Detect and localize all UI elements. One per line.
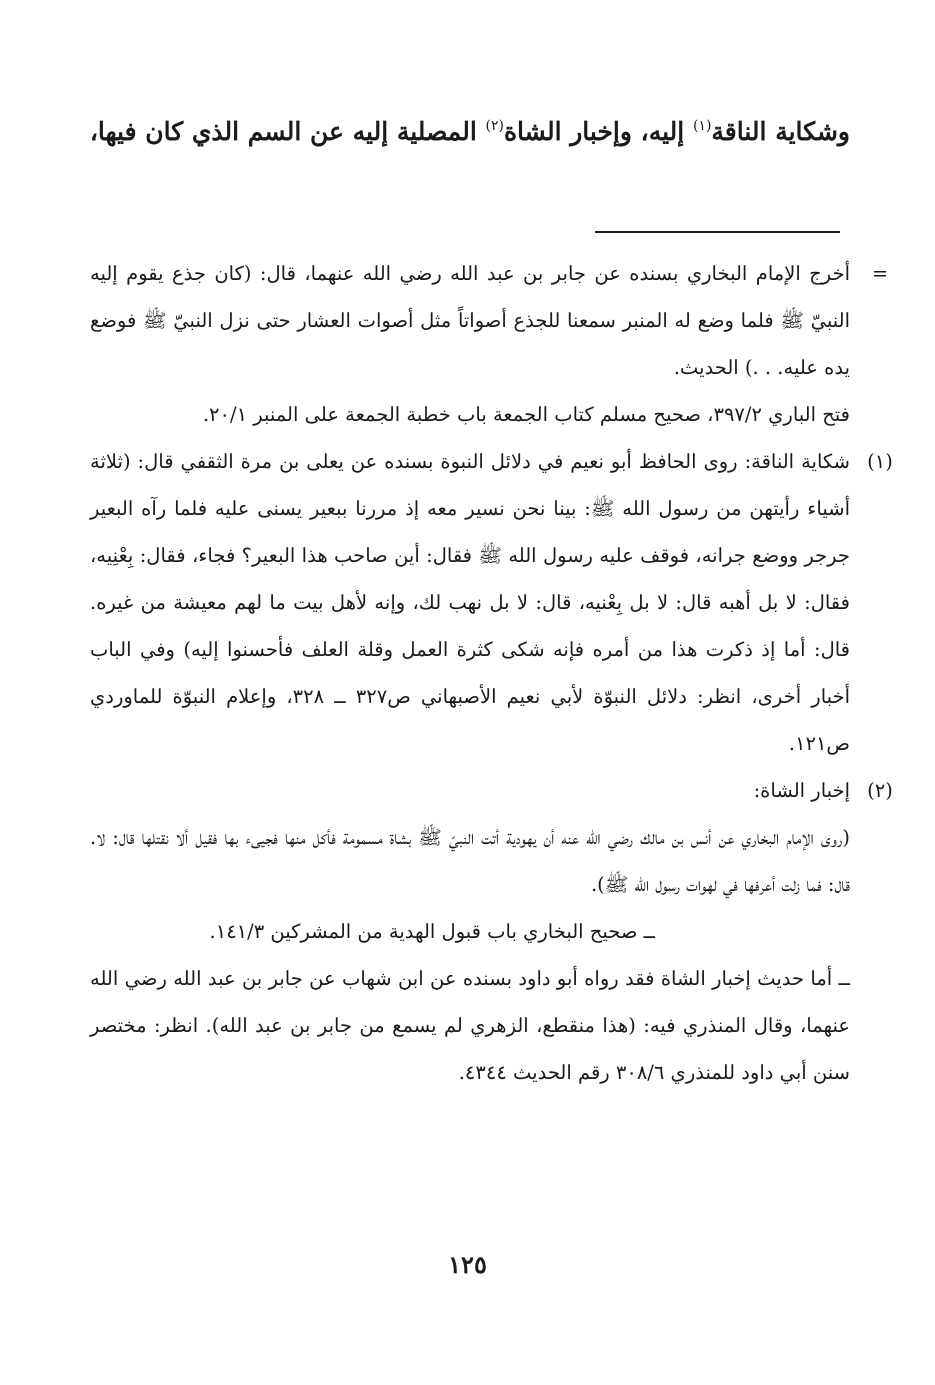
footnote-2-reference-text: ــ صحيح البخاري باب قبول الهدية من المشركين ١٤١/٣. [209,920,655,943]
footnote-ref-2: (٢) [485,118,504,134]
continuation-text: أخرج الإمام البخاري بسنده عن جابر بن عبد الله رضي الله عنهما، قال: (كان جذع يقوم إليه النبيّ ﷺ فلما وضع له المنبر سمعنا للجذع أصواتاً مثل أصوات العشار حتى نزل النبيّ ﷺ فوضع يده عليه. . .) الحديث. [90,262,850,379]
footnote-separator [595,231,840,233]
footnote-2-quote [90,814,850,908]
footnote-2 [90,767,893,814]
continuation-reference-text: فتح الباري ٣٩٧/٢، صحيح مسلم كتاب الجمعة باب خطبة الجمعة على المنبر ٢٠/١. [202,403,850,426]
footnote-1-marker: (١) [867,450,893,473]
footnote-2-reference [90,908,850,955]
footnote-2-comment-text: ــ أما حديث إخبار الشاة فقد رواه أبو داود بسنده عن ابن شهاب عن جابر بن عبد الله رضي الله عنهما، وقال المنذري فيه: (هذا منقطع، الزهري لم يسمع من جابر بن عبد الله). انظر: مختصر سنن أبي داود للمنذري ٣٠٨/٦ رقم الحديث ٤٣٤٤. [90,967,850,1084]
footnote-2-text: (روى الإمام البخاري عن أنس بن مالك رضي الله عنه أن يهودية أتت النبيّ ﷺ بشاة مسمومة فأكل منها فجيىء بها فقيل ألا نقتلها قال: لا. قال: فما زلت أعرفها في لهوات رسول الله ﷺ). [90,826,850,896]
footnote-ref-1: (١) [692,118,712,134]
footnote-1-text: شكاية الناقة: روى الحافظ أبو نعيم في دلائل النبوة بسنده عن يعلى بن مرة الثقفي قال: (ثلاثة أشياء رأيتهن من رسول الله ﷺ: بينا نحن نسير معه إذ مررنا ببعير يسنى عليه فلما رآه البعير جرجر ووضع جرانه، فوقف عليه رسول الله ﷺ فقال: أين صاحب هذا البعير؟ فجاء، فقال: بِعْنِيه، فقال: لا بل أهبه قال: لا بل بِعْنيه، قال: لا بل نهب لك، وإنه لأهل بيت ما لهم معيشة من غيره. قال: أما إذ ذكرت هذا من أمره فإنه شكى كثرة العمل وقلة العلف فأحسنوا إليه) وفي الباب أخبار أخرى، انظر: دلائل النبوّة لأبي نعيم الأصبهاني ص٣٢٧ ــ ٣٢٨، وإعلام النبوّة للماوردي ص١٢١. [90,450,850,755]
main-text-part-2: إليه، وإخبار الشاة [503,117,693,146]
footnote-continuation [90,250,889,391]
footnote-2-marker: (٢) [867,779,893,802]
main-text-part-3: المصلية إليه عن السم الذي كان فيها، [89,117,486,146]
main-text-line [85,112,850,152]
footnotes [90,250,893,1096]
footnote-1 [90,438,893,767]
continuation-marker: = [871,262,889,285]
footnote-2-comment [90,955,850,1096]
main-text-part-1: وشكاية الناقة [711,117,850,146]
page-number: ١٢٥ [448,1250,487,1279]
footnote-2-title: إخبار الشاة: [753,779,850,802]
continuation-reference [90,391,850,438]
